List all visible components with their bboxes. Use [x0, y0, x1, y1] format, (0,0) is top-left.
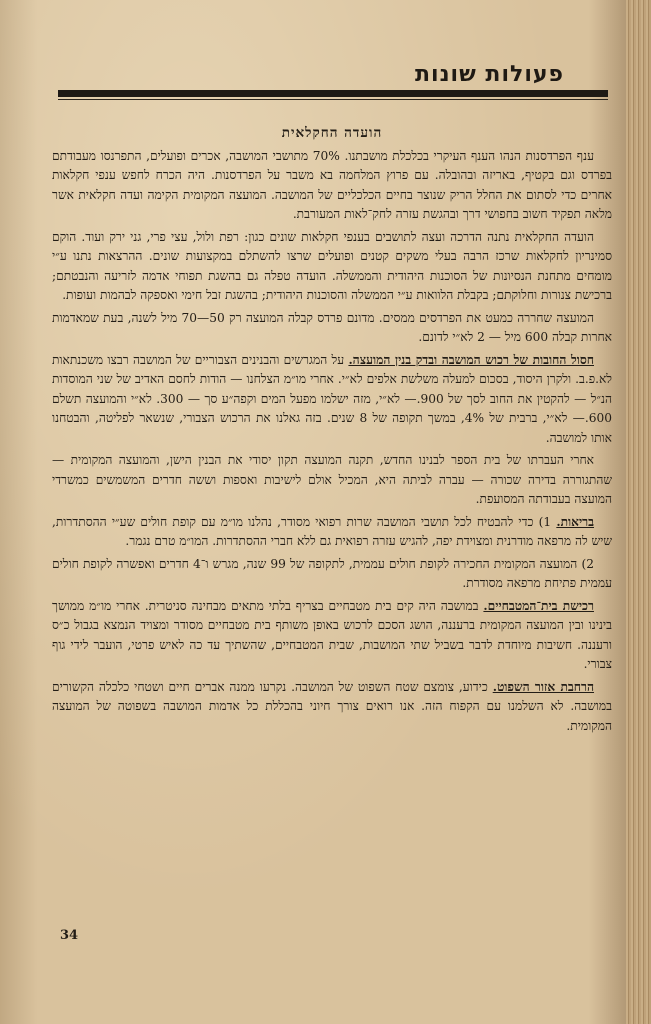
- paragraph: המועצה שחררה כמעט את הפרדסים ממסים. מדונם פרדס קבלה המועצה רק 50—70 מיל לשנה, בעת שמאדמות אחרות קבלה 600 מיל — 2 לא״י לדונם.: [52, 310, 612, 344]
- paragraph: אחרי העברתו של בית הספר לבנינו החדש, תקנה המועצה תקון יסודי את הבנין הישן, והמועצה המקומית — שהתגוררה בדירה שכורה — עברה לביתה היא, המכיל אולם לישיבות ואספות וששה חדרים המשמשים כמשרדי המועצה בעבודתה המסועפת.: [52, 453, 612, 506]
- paragraph: [52, 597, 612, 675]
- paragraph: הועדה החקלאית נתנה הדרכה ועצה לתושבים בענפי חקלאות שונים כגון: רפת ולול, עצי פרי, גני ירק ועוד. הוקם סמינריון לחקלאות שרכז הרבה בעלי משקים קטנים ופועלים שרצו להשתלם במקצועות שונים. ההרצאות נתנו ע״י מומחים מתחנת הנסיונות של הסוכנות היהודית והממשלה. הועדה טפלה גם בהשגת תפוחי אדמה לזריעה והנבטתם; ברכישת צנורות וחלוקתם; בקבלת הלוואות ע״י הממשלה והסוכנות היהודית; בהשגת זבל חימי ואספקה לבהמות ועופות.: [52, 229, 612, 302]
- header-rule-thin: [58, 99, 608, 100]
- header-rule: [58, 90, 608, 97]
- paragraph-text: 1) כדי להבטיח לכל תושבי המושבה שרות רפואי מסודר, נהלנו מו״מ עם קופת חולים שע״י ההסתדרות, שיש לה מרפאה מודרנית ומצוידת יפה, להגיש עזרה רפואית גם ללא חברי ההסתדרות. המו״מ טרם נגמר.: [52, 514, 612, 548]
- paragraph-text: כידוע, צומצם שטח השפוט של המושבה. נקרעו ממנה אברים חיים ושטחי כלכלה הקשורים במושבה. לא השלמנו עם הקפוח הזה. אנו רואים צורך חיוני בהכללת כל אדמות המושבה בשפוטה של המועצה המקומית.: [52, 679, 612, 733]
- run-in-heading: הרחבת אזור השפוט.: [492, 679, 595, 694]
- paragraph: [52, 351, 612, 449]
- page-edges: [626, 0, 651, 1024]
- run-in-heading: רכישת בית־המטבחיים.: [483, 598, 594, 613]
- paragraph: [52, 678, 612, 737]
- paragraph: ענף הפרדסנות הנהו הענף העיקרי בכלכלת מושבתנו. 70% מתושבי המושבה, אכרים ופועלים, התפרנסו מעבודתם בפרדס וגם בקטיף, באריזה ובהובלה. עם פרוץ המלחמה בא משבר על הפרדסנות. היה הכרח לחפש ענפי חקלאות אחרים כדי לסתום את החלל הריק שנוצר בחיים הכלכליים של המושבה. המועצה המקומית הקימה ועדה חקלאית אשר מלאה תפקיד חשוב בחפושי דרך ובהגשת עזרה לחק־לאות המעורבת.: [52, 148, 612, 221]
- article-body: [52, 124, 612, 739]
- section-title: פעולות שונות: [414, 62, 564, 87]
- paragraph: 2) המועצה המקומית החכירה לקופת חולים עממית, לתקופה של 99 שנה, מגרש ו־4 חדרים ואפשרה לקופת חולים עממית פתיחת מרפאה מסודרת.: [52, 556, 612, 590]
- page-number: 34: [60, 928, 79, 943]
- paragraph-text: על המגרשים והבנינים הצבוריים של המושבה רבצו משכנתאות לא.פ.ב. ולקרן היסוד, בסכום למעלה משלשת אלפים לא״י. אחרי מו״מ הצלחנו — הודות לחסם האדיב של שני המוסדות הנ״ל — להקטין את החוב לסך של 900.— לא״י, מזה ישלמו מפעל המים וקפה״ע סך — 300. לא״י והמועצה תשלם 600.— לא״י, ברבית של 4%, במשך תקופה של 8 שנים. בזה גאלנו את הרכוש הצבורי, שנשאר לפליטה, והבטחנו אותו למושבה.: [52, 352, 613, 445]
- paragraph-text: במושבה היה קים בית מטבחיים בצריף בלתי מתאים מבחינה סניטרית. אחרי מו״מ ממושך בינינו ובין המועצה המקומית ברעננה, הושג הסכם לרכוש באופן משותף בית מטבחיים מסודר ומצויד הנמצא בגבול כ״ס ורעננה. חשיבות מיוחדת לדבר בשביל שתי המושבות, שבית המטבחיים, שהשתיך עד כה לאיש פרטי, הועבר לידי גוף צבורי.: [52, 598, 612, 671]
- paragraph: [52, 513, 612, 552]
- run-in-heading: חסול החובות של רכוש המושבה ובדק בנין המועצה.: [348, 352, 594, 367]
- article-title: הועדה החקלאית: [281, 125, 383, 141]
- run-in-heading: בריאות.: [556, 514, 595, 529]
